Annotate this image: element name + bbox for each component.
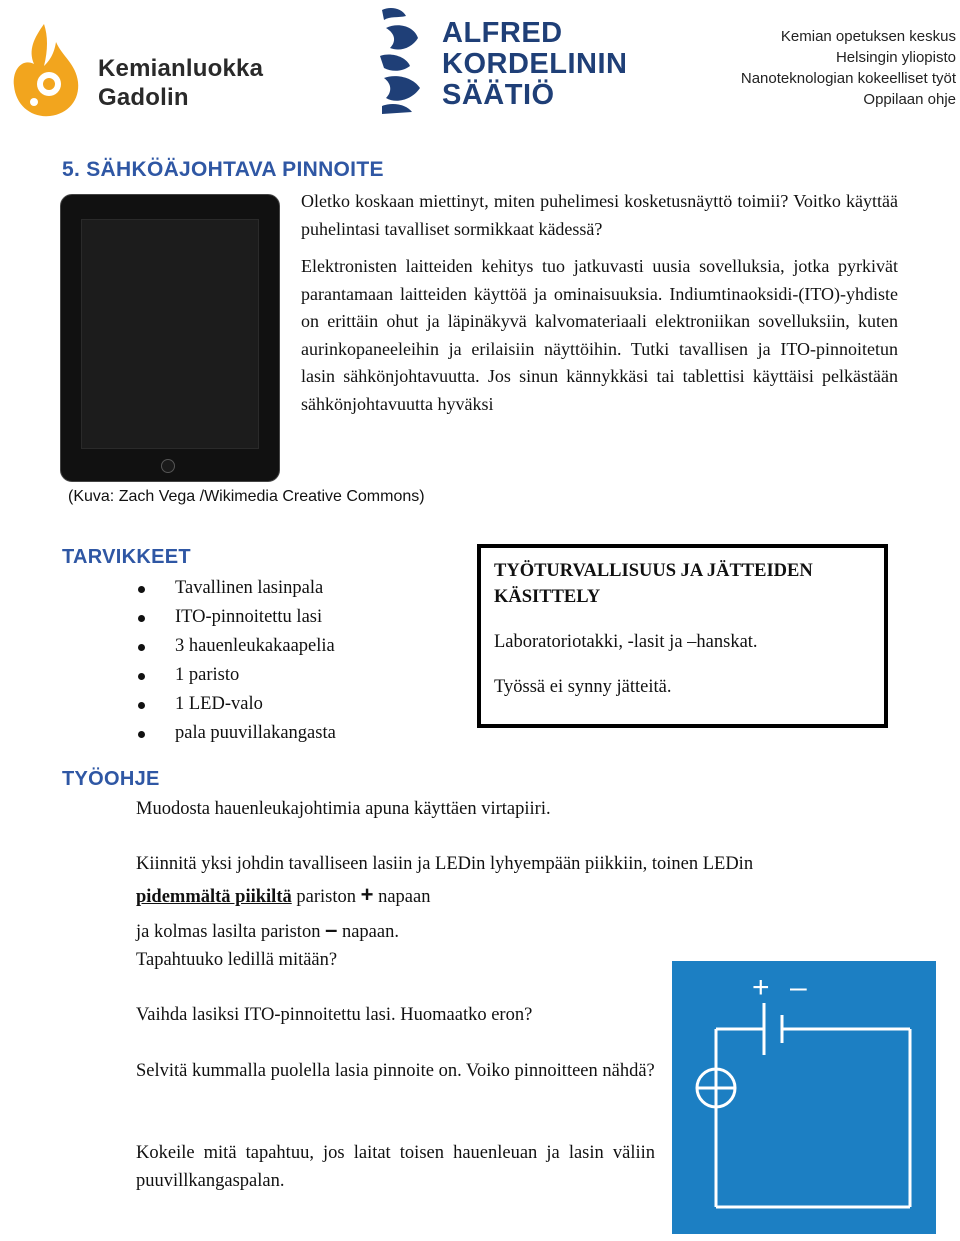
tablet-screen — [81, 219, 259, 449]
instruction-step-1: Muodosta hauenleukajohtimia apuna käyttäen virtapiiri. — [136, 799, 551, 819]
kordelin-logo-line3: SÄÄTIÖ — [442, 79, 555, 111]
instruction-step-3: Vaihda lasiksi ITO-pinnoitettu lasi. Huomaatko eron? — [136, 1005, 533, 1025]
plus-symbol: + — [360, 882, 374, 907]
instruction-step-2-line-a: Kiinnitä yksi johdin tavalliseen lasiin ja LEDin lyhyempään piikkiin, toinen LEDin — [136, 854, 754, 874]
intro-text — [301, 188, 898, 418]
step-2-text-end: napaan — [373, 887, 431, 907]
header-line-2: Helsingin yliopisto — [835, 49, 956, 66]
longer-pin-emphasis: pidemmältä piikiltä — [136, 887, 292, 907]
materials-item: ITO-pinnoitettu lasi — [138, 603, 336, 632]
gadolin-logo-line1: Kemianluokka — [98, 55, 264, 82]
tablet-home-button-icon — [161, 459, 175, 473]
gadolin-logo — [4, 20, 264, 120]
section-title: 5. SÄHKÖÄJOHTAVA PINNOITE — [62, 158, 384, 181]
kordelin-logo-text — [442, 18, 627, 111]
instruction-step-2-question: Tapahtuuko ledillä mitään? — [136, 950, 338, 970]
gadolin-flame-icon — [4, 20, 84, 120]
kordelin-logo-line1: ALFRED — [442, 17, 563, 49]
step-2-text-c: ja kolmas lasilta pariston — [136, 922, 326, 942]
header-line-4: Oppilaan ohje — [863, 91, 956, 108]
intro-paragraph-1: Oletko koskaan miettinyt, miten puhelimesi kosketusnäyttö toimii? Voitko käyttää puhelintasi tavalliset sormikkaat kädessä? — [301, 191, 898, 239]
materials-item: 1 LED-valo — [138, 690, 336, 719]
battery-minus-label: – — [790, 971, 807, 1004]
safety-title: TYÖTURVALLISUUS JA JÄTTEIDEN KÄSITTELY — [494, 561, 813, 607]
image-caption: (Kuva: Zach Vega /Wikimedia Creative Commons) — [68, 488, 425, 505]
circuit-schematic — [672, 961, 936, 1234]
gadolin-logo-text — [98, 54, 263, 112]
intro-paragraph-2: Elektronisten laitteiden kehitys tuo jatkuvasti uusia sovelluksia, jotka pyrkivät parantamaan laitteiden käyttöä ja ominaisuuksia. Indiumtinaoksidi-(ITO)-yhdiste on erittäin ohut ja läpinäkyvä kalvomateriaali elektroniikan sovelluksiin, kuten aurinkopaneeleihin ja erilaisiin näyttöihin. Tutki tavallisen ja ITO-pinnoitetun lasin sähkönjohtavuutta. Jos sinun kännykkäsi tai tablettisi käyttäisi pelkästään sähkönjohtavuutta hyväksi — [301, 256, 898, 414]
instructions-heading: TYÖOHJE — [62, 768, 160, 790]
step-2-text-c-end: napaan. — [337, 922, 399, 942]
instruction-step-4: Selvitä kummalla puolella lasia pinnoite on. Voiko pinnoitteen nähdä? — [136, 1061, 655, 1081]
kordelin-portrait-icon — [376, 4, 436, 116]
materials-list — [138, 574, 336, 748]
step-2-text: pariston — [291, 887, 361, 907]
materials-item: Tavallinen lasinpala — [138, 574, 336, 603]
materials-item: pala puuvillakangasta — [138, 719, 336, 748]
tablet-image — [60, 194, 280, 482]
minus-symbol: – — [325, 917, 338, 942]
battery-plus-label: + — [752, 971, 770, 1004]
materials-item: 1 paristo — [138, 661, 336, 690]
materials-heading: TARVIKKEET — [62, 546, 191, 568]
header-line-3: Nanoteknologian kokeelliset työt — [740, 70, 956, 87]
gadolin-logo-line2: Gadolin — [98, 84, 189, 111]
instruction-step-2-line-b — [136, 881, 430, 911]
header-institution-info — [741, 26, 956, 110]
safety-line-1: Laboratoriotakki, -lasit ja –hanskat. — [494, 632, 758, 652]
materials-item: 3 hauenleukakaapelia — [138, 632, 336, 661]
instruction-step-2-line-c — [136, 916, 399, 946]
kordelin-logo-line2: KORDELININ — [442, 48, 628, 80]
safety-box — [477, 544, 888, 728]
kordelin-logo — [376, 4, 628, 116]
safety-line-2: Työssä ei synny jätteitä. — [494, 677, 672, 697]
header-line-1: Kemian opetuksen keskus — [780, 28, 956, 45]
instruction-step-5: Kokeile mitä tapahtuu, jos laitat toisen hauenleuan ja lasin väliin puuvillkangaspalan. — [136, 1143, 655, 1191]
circuit-diagram — [672, 961, 936, 1234]
